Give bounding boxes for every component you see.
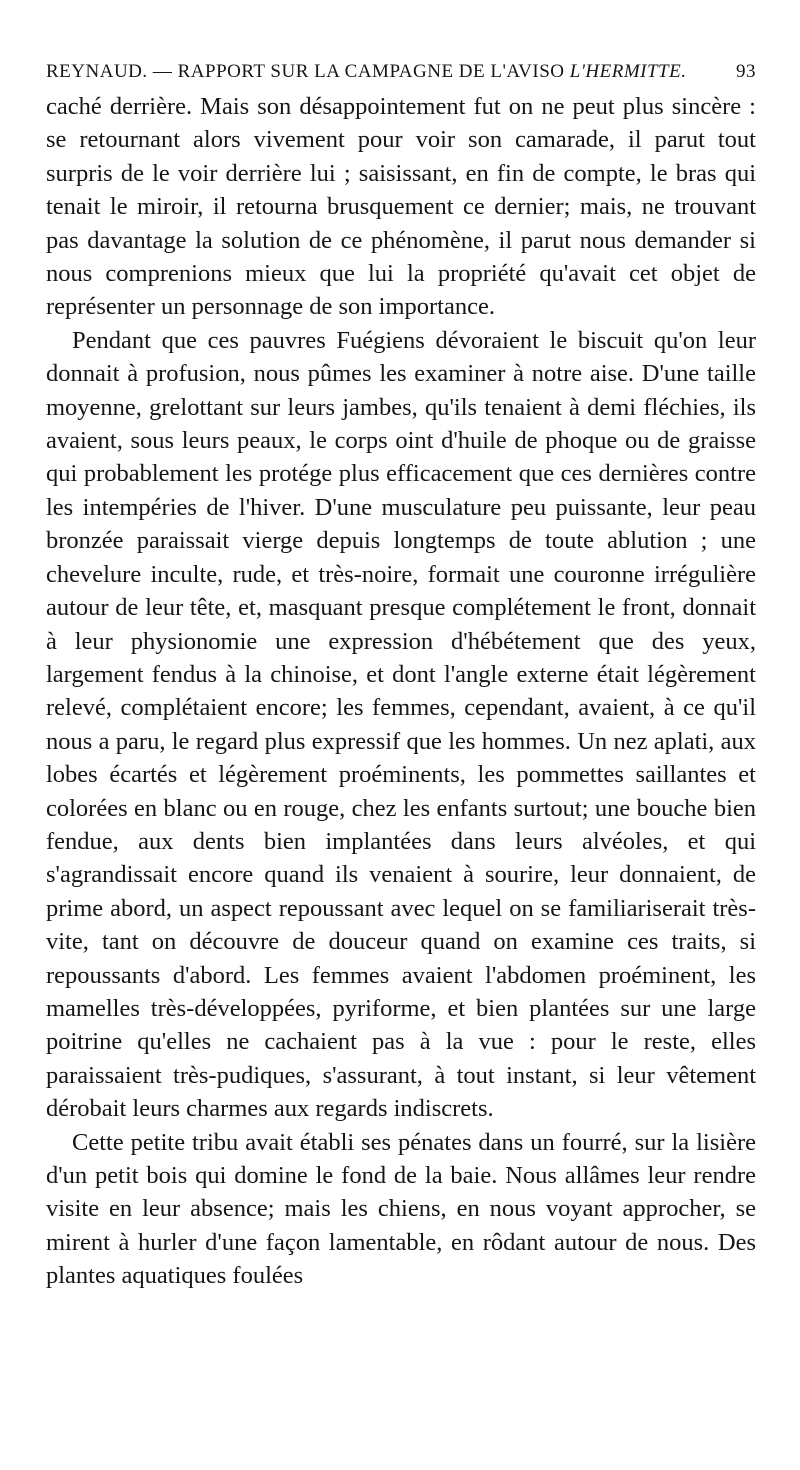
paragraph-2: Pendant que ces pauvres Fuégiens dévoraient le biscuit qu'on leur donnait à profusion, nous pûmes les examiner à notre aise. D'une taille moyenne, grelottant sur leurs jambes, qu'ils tenaient à demi fléchies, ils avaient, sous leurs peaux, le corps oint d'huile de phoque ou de graisse qui probablement les protége plus efficacement que ces dernières contre les intempéries de l'hiver. D'une musculature peu puissante, leur peau bronzée paraissait vierge depuis longtemps de toute ablution ; une chevelure inculte, rude, et très-noire, formait une couronne irrégulière autour de leur tête, et, masquant presque complétement le front, donnait à leur physionomie une expression d'hébétement que des yeux, largement fendus à la chinoise, et dont l'angle externe était légèrement relevé, complétaient encore; les femmes, cependant, avaient, à ce qu'il nous a paru, le regard plus expressif que les hommes. Un nez aplati, aux lobes écartés et légèrement proéminents, les pommettes saillantes et colorées en blanc ou en rouge, chez les enfants surtout; une bouche bien fendue, aux dents bien implantées dans leurs alvéoles, et qui s'agrandissait encore quand ils venaient à sourire, leur donnaient, de prime abord, un aspect repoussant avec lequel on se familiariserait très-vite, tant on découvre de douceur quand on examine ces traits, si repoussants d'abord. Les femmes avaient l'abdomen proéminent, les mamelles très-développées, pyriforme, et bien plantées sur une large poitrine qu'elles ne cachaient pas à la vue : pour le reste, elles paraissaient très-pudiques, s'assurant, à tout instant, si leur vêtement dérobait leurs charmes aux regards indiscrets. <box>46 326 756 1123</box>
body-text <box>46 90 756 1293</box>
header-ship-name: L'HERMITTE. <box>569 61 687 82</box>
header-author: REYNAUD. — RAPPORT SUR LA CAMPAGNE DE L'AVISO <box>46 61 565 82</box>
paragraph-1: caché derrière. Mais son désappointement fut on ne peut plus sincère : se retournant alors vivement pour voir son camarade, il parut tout surpris de le voir derrière lui ; saisissant, en fin de compte, le bras qui tenait le miroir, il retourna brusquement ce dernier; mais, ne trouvant pas davantage la solution de ce phénomène, il parut nous demander si nous comprenions mieux que lui la propriété qu'avait cet objet de représenter un personnage de son importance. <box>46 93 756 321</box>
paragraph-3: Cette petite tribu avait établi ses pénates dans un fourré, sur la lisière d'un petit bois qui domine le fond de la baie. Nous allâmes leur rendre visite en leur absence; mais les chiens, en nous voyant approcher, se mirent à hurler d'une façon lamentable, en rôdant autour de nous. Des plantes aquatiques foulées <box>46 1128 756 1290</box>
header-title <box>46 58 686 86</box>
page-number: 93 <box>736 61 756 82</box>
running-header <box>46 58 756 86</box>
book-page <box>46 58 756 1293</box>
